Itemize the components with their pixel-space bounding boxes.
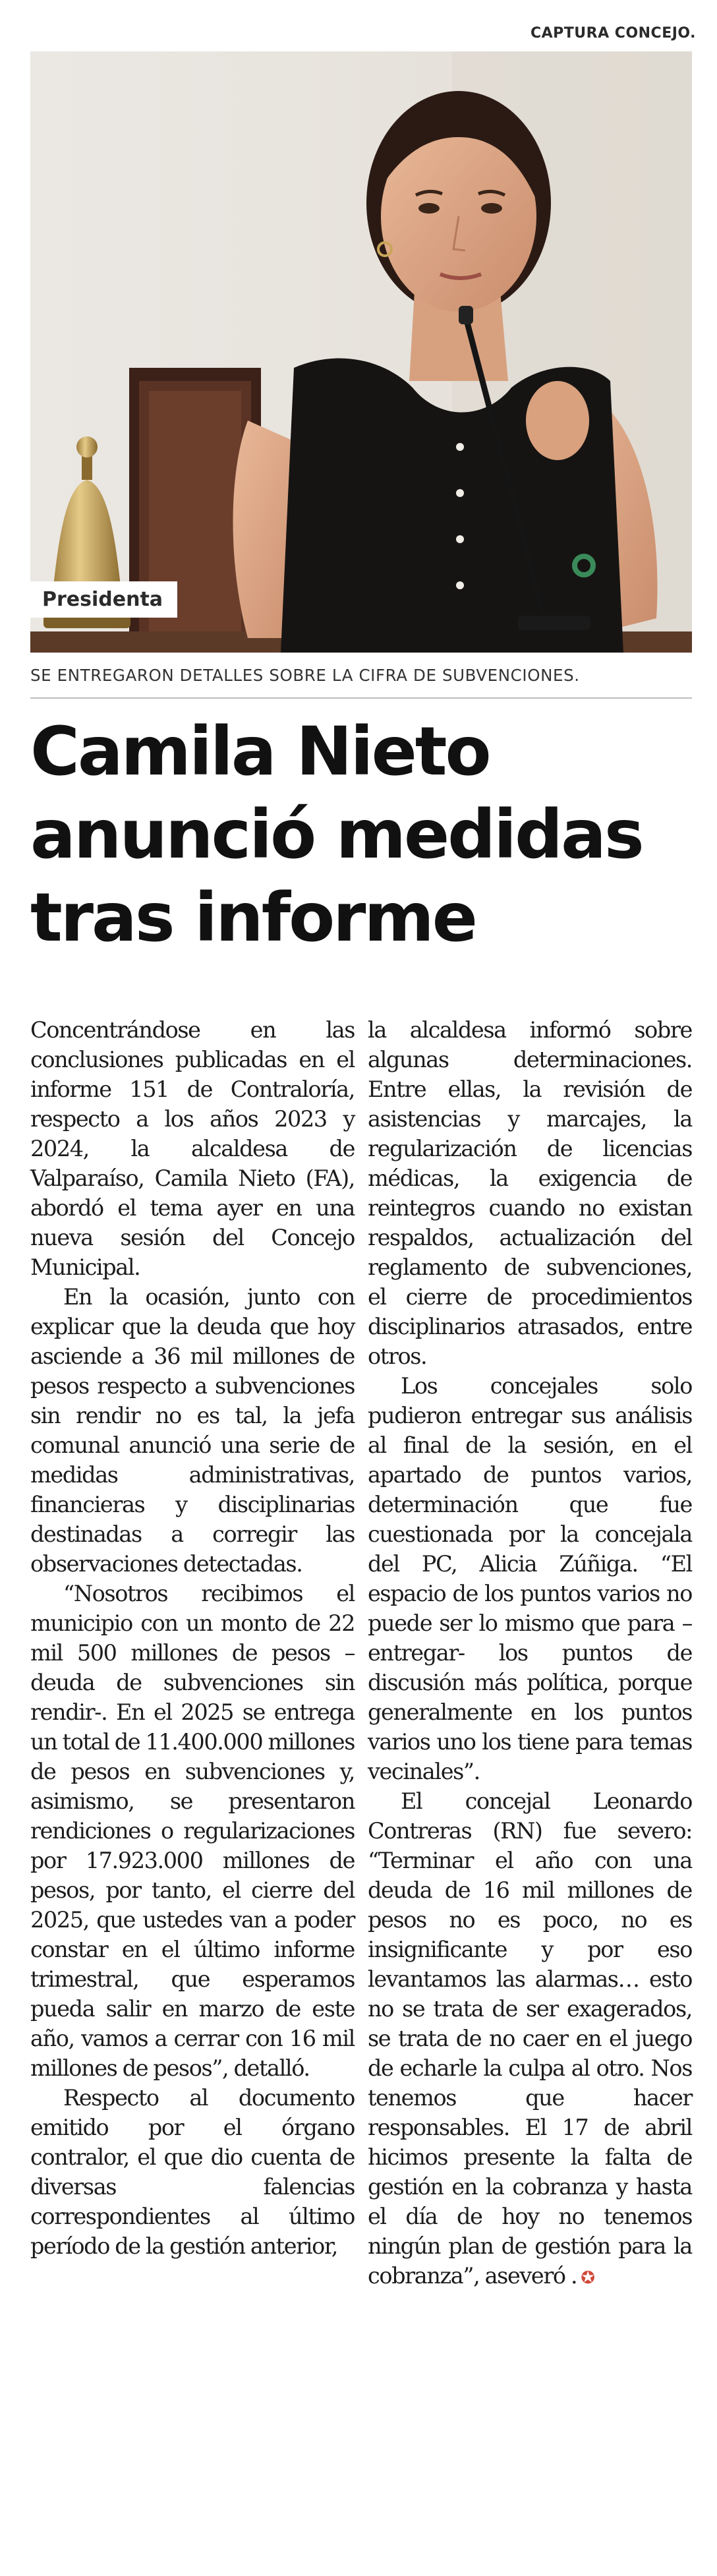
paragraph: Los concejales solo pudieron entregar sus análisis al final de la sesión, en el apartado de puntos varios, determinación que fue cuestionada por la concejala del PC, Alicia Zúñiga. “El espacio de los puntos varios no puede ser lo mismo que para –entregar- los puntos de discusión más política, porque generalmente en los puntos varios uno los tiene para temas vecinales”. — [368, 1373, 692, 1784]
caption-divider — [30, 697, 692, 699]
headline-line-1: Camila Nieto — [30, 713, 490, 791]
photo-illustration — [30, 51, 692, 653]
paragraph-text: El concejal Leonardo Contreras (RN) fue severo: “Terminar el año con una deuda de 16 mil millones de pesos no es poco, no es insignificante y por eso levantamos las alarmas… esto no se trata de ser exagerados, se trata de no caer en el juego de echarle la culpa al otro. Nos tenemos que hacer responsables. El 17 de abril hicimos presente la falta de gestión en la cobranza y hasta el día de hoy no tenemos ningún plan de gestión para la cobranza”, aseveró . — [368, 1788, 692, 2289]
body-column-2 — [368, 1015, 692, 2293]
paragraph: En la ocasión, junto con explicar que la deuda que hoy asciende a 36 mil millones de pesos respecto a subvenciones sin rendir no es tal, la jefa comunal anunció una serie de medidas administrativas, financieras y disciplinarias destinadas a corregir las observaciones detectadas. — [30, 1284, 355, 1577]
photo-credit: CAPTURA CONCEJO. — [531, 25, 696, 42]
paragraph: la alcaldesa informó sobre algunas determinaciones. Entre ellas, la revisión de asistencias y marcajes, la regularización de licencias médicas, la exigencia de reintegros cuando no existan respaldos, actualización del reglamento de subvenciones, el cierre de procedimientos disciplinarios atrasados, entre otros. — [368, 1017, 692, 1369]
photo-caption: SE ENTREGARON DETALLES SOBRE LA CIFRA DE SUBVENCIONES. — [30, 666, 580, 685]
article-body — [30, 1015, 692, 2293]
body-column-1 — [30, 1015, 355, 2293]
paragraph: “Nosotros recibimos el municipio con un monto de 22 mil 500 millones de pesos –deuda de subvenciones sin rendir-. En el 2025 se entrega un total de 11.400.000 millones de pesos en subvenciones y, asimismo, se presentaron rendiciones o regularizaciones por 17.923.000 millones de pesos, por tanto, el cierre del 2025, que ustedes van a poder constar en el último informe trimestral, que esperamos pueda salir en marzo de este año, vamos a cerrar con 16 mil millones de pesos”, detalló. — [30, 1581, 355, 2081]
end-of-article-icon: ✪ — [581, 2268, 594, 2288]
headline — [30, 711, 703, 960]
headline-line-3: tras informe — [30, 879, 476, 957]
headline-line-2: anunció medidas — [30, 796, 643, 874]
paragraph: Concentrándose en las conclusiones publicadas en el informe 151 de Contraloría, respecto a los años 2023 y 2024, la alcaldesa de Valparaíso, Camila Nieto (FA), abordó el tema ayer en una nueva sesión del Concejo Municipal. — [30, 1017, 355, 1280]
paragraph: Respecto al documento emitido por el órgano contralor, el que dio cuenta de diversas falencias correspondientes al último período de la gestión anterior, — [30, 2085, 355, 2259]
paragraph — [368, 1786, 692, 2293]
article-photo — [30, 51, 692, 653]
photo-tag: Presidenta — [30, 581, 177, 618]
